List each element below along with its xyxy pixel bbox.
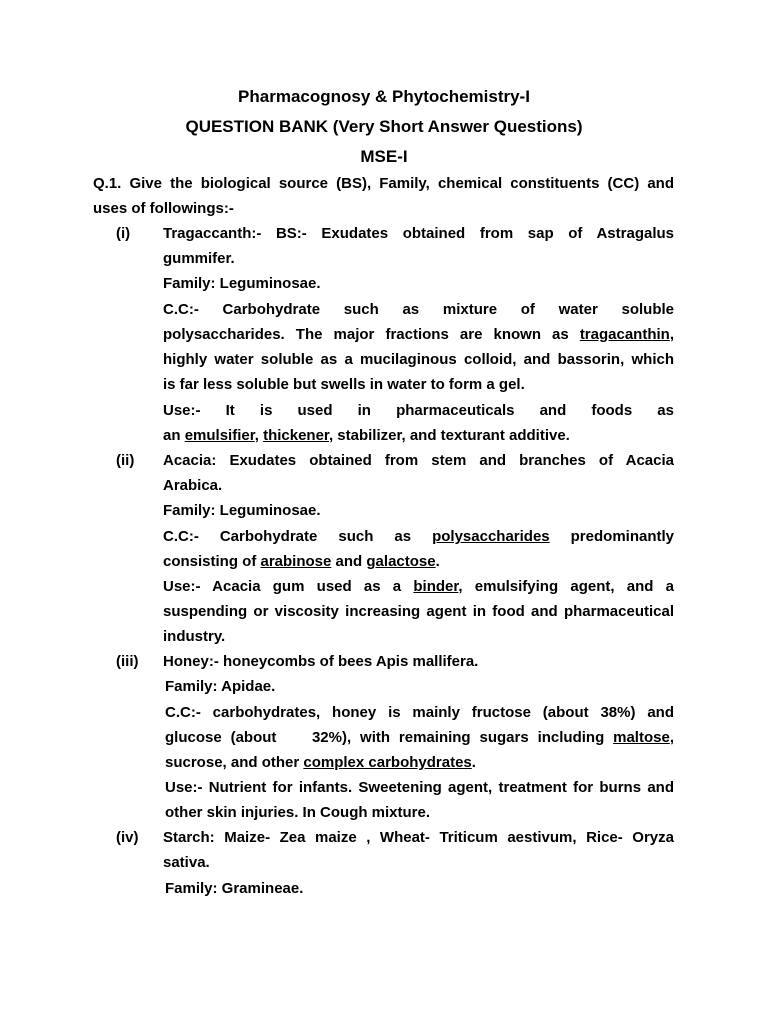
emulsifier-term: emulsifier xyxy=(184,427,255,444)
maltose-term: maltose xyxy=(613,729,670,746)
binder-term: binder xyxy=(413,578,459,595)
item-number-iii: (iii) xyxy=(116,653,139,670)
item-i-bs-line-1: Tragaccanth:- BS:- Exudates obtained from sap of Astragalus xyxy=(163,225,674,242)
complex-carbohydrates-term: complex carbohydrates xyxy=(303,754,472,771)
thickener-term: thickener xyxy=(263,427,329,444)
item-i-cc-line-2: polysaccharides. The major fractions are known as tragacanthin, xyxy=(163,326,674,343)
item-ii-use-line-2: suspending or viscosity increasing agent in food and pharmaceutical xyxy=(163,603,674,620)
item-ii-use-line-3: industry. xyxy=(163,628,226,645)
item-ii-family: Family: Leguminosae. xyxy=(163,502,321,519)
item-i-family: Family: Leguminosae. xyxy=(163,275,321,292)
polysaccharides-term: polysaccharides xyxy=(432,528,550,545)
item-i-bs-line-2: gummifer. xyxy=(163,250,235,267)
item-iii-family: Family: Apidae. xyxy=(165,678,276,695)
item-ii-cc-line-1: C.C:- Carbohydrate such as polysaccharides predominantly xyxy=(163,528,674,545)
item-iii-cc-line-3: sucrose, and other complex carbohydrates. xyxy=(165,754,476,771)
item-number-iv: (iv) xyxy=(116,829,139,846)
item-i-use-line-1: Use:- It is used in pharmaceuticals and foods as xyxy=(163,402,674,419)
question-1-line-2: uses of followings:- xyxy=(93,200,234,217)
item-ii-bs-line-1: Acacia: Exudates obtained from stem and branches of Acacia xyxy=(163,452,674,469)
item-iv-bs-line-2: sativa. xyxy=(163,854,210,871)
question-bank-title: QUESTION BANK (Very Short Answer Questions) xyxy=(185,117,583,136)
item-iii-use-line-1: Use:- Nutrient for infants. Sweetening agent, treatment for burns and xyxy=(165,779,674,796)
item-number-ii: (ii) xyxy=(116,452,135,469)
item-ii-use-line-1: Use:- Acacia gum used as a binder, emulsifying agent, and a xyxy=(163,578,674,595)
item-iii-cc-line-1: C.C:- carbohydrates, honey is mainly fructose (about 38%) and xyxy=(165,704,674,721)
item-ii-bs-line-2: Arabica. xyxy=(163,477,223,494)
item-number-i: (i) xyxy=(116,225,131,242)
subject-title: Pharmacognosy & Phytochemistry-I xyxy=(238,87,530,106)
item-iv-family: Family: Gramineae. xyxy=(165,880,304,897)
item-ii-cc-line-2: consisting of arabinose and galactose. xyxy=(163,553,440,570)
item-iii-use-line-2: other skin injuries. In Cough mixture. xyxy=(165,804,431,821)
tragacanthin-term: tragacanthin xyxy=(579,326,670,343)
item-i-cc-line-1: C.C:- Carbohydrate such as mixture of water soluble xyxy=(163,301,674,318)
item-iii-bs-line-1: Honey:- honeycombs of bees Apis mallifera. xyxy=(163,653,479,670)
arabinose-term: arabinose xyxy=(260,553,332,570)
item-i-cc-line-3: highly water soluble as a mucilaginous colloid, and bassorin, which xyxy=(163,351,674,368)
galactose-term: galactose xyxy=(366,553,436,570)
question-1-line-1: Q.1. Give the biological source (BS), Family, chemical constituents (CC) and xyxy=(93,175,674,192)
exam-title: MSE-I xyxy=(360,147,408,166)
item-iv-bs-line-1: Starch: Maize- Zea maize , Wheat- Triticum aestivum, Rice- Oryza xyxy=(163,829,674,846)
item-iii-cc-line-2: glucose (about 32%), with remaining sugars including maltose, xyxy=(165,729,674,746)
item-i-use-line-2: an emulsifier, thickener, stabilizer, and texturant additive. xyxy=(163,427,570,444)
item-i-cc-line-4: is far less soluble but swells in water to form a gel. xyxy=(163,376,525,393)
